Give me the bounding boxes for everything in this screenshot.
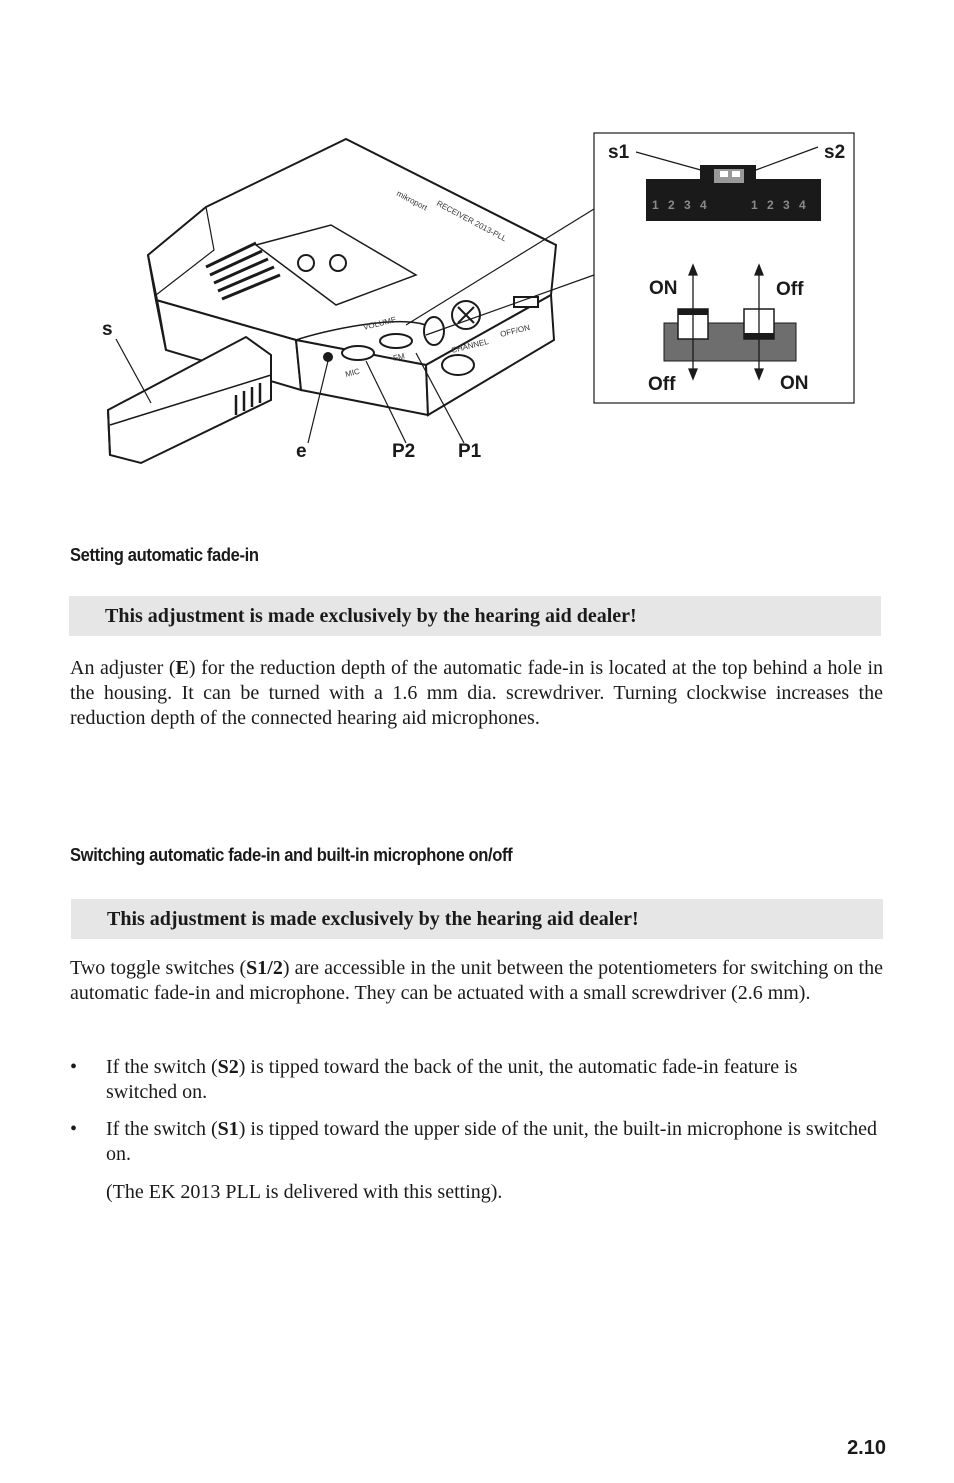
label-off-right: Off: [776, 279, 804, 300]
label-s2: s2: [824, 142, 846, 163]
label-s1: s1: [608, 142, 630, 163]
dip-switch-number: 2: [767, 198, 774, 212]
switches-paragraph: Two toggle switches (S1/2) are accessible in the unit between the potentiometers for switching on the automatic fade-in and microphone. They can be actuated with a small screwdriver (2.6 mm).: [70, 957, 883, 1004]
label-p1: P1: [458, 441, 482, 462]
dealer-notice: [71, 899, 883, 939]
label-s: s: [102, 319, 113, 340]
label-off-left: Off: [648, 374, 676, 395]
dealer-notice: [69, 596, 881, 636]
page-number: 2.10: [847, 1437, 886, 1459]
label-p2: P2: [392, 441, 416, 462]
device-model: RECEIVER 2013-PLL: [435, 198, 509, 244]
fm-label: FM: [392, 351, 406, 363]
adjuster-hole: [323, 352, 333, 362]
device-drawing: [96, 125, 866, 475]
dip-switch-number: 1: [652, 198, 659, 212]
label-on-right: ON: [780, 373, 809, 394]
section-heading-fade-in: Setting automatic fade-in: [70, 545, 259, 565]
dip-switch-number: 1: [751, 198, 758, 212]
mic-label: MIC: [344, 366, 361, 379]
bullet-item: • If the switch (S2) is tipped toward the back of the unit, the automatic fade-in feature is switched on.: [70, 1056, 798, 1103]
device-brand: mikroport: [395, 188, 429, 213]
bullet-dot: •: [70, 1056, 78, 1078]
adjuster-ref: E: [175, 657, 189, 679]
volume-label: VOLUME: [362, 315, 398, 332]
switch-ref: S2: [217, 1056, 239, 1078]
dip-switch-number: 4: [799, 198, 806, 212]
dip-switch-number: 2: [668, 198, 675, 212]
bullet-dot: •: [70, 1118, 78, 1140]
dip-switch-number: 3: [783, 198, 790, 212]
switch-ref: S1: [217, 1118, 239, 1140]
channel-label: CHANNEL: [450, 336, 490, 355]
section-heading-switching: Switching automatic fade-in and built-in microphone on/off: [70, 845, 513, 865]
dip-switch-number: 4: [700, 198, 707, 212]
foot: [442, 355, 474, 375]
label-on-left: ON: [649, 278, 678, 299]
bullet-item: • If the switch (S1) is tipped toward the upper side of the unit, the built-in microphone is switched on.: [70, 1118, 877, 1165]
fade-in-paragraph: An adjuster (E) for the reduction depth of the automatic fade-in is located at the top behind a hole in the housing. It can be turned with a 1.6 mm dia. screwdriver. Turning clockwise increases the reduction depth of the connected hearing aid microphones.: [70, 657, 884, 729]
label-e: e: [296, 441, 307, 462]
dealer-notice-text: This adjustment is made exclusively by the hearing aid dealer!: [107, 908, 639, 930]
switches-ref: S1/2: [246, 957, 283, 979]
dealer-notice-text: This adjustment is made exclusively by the hearing aid dealer!: [105, 605, 637, 627]
offon-label: OFF/ON: [499, 322, 531, 339]
delivery-note: (The EK 2013 PLL is delivered with this setting).: [106, 1181, 503, 1203]
device-illustration: [96, 125, 866, 475]
dip-switch-number: 3: [684, 198, 691, 212]
